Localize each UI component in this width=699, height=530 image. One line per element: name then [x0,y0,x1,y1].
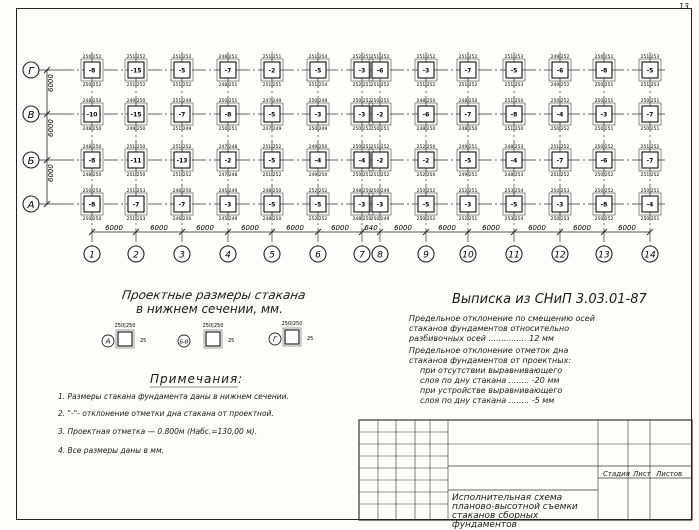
socket-top-dims: 251|252 [640,145,660,150]
socket-bottom-dims: 249|250 [308,173,328,178]
socket-bottom-dims: 251|252 [640,173,660,178]
col-axis-label: 6 [315,250,321,261]
col-axis-label: 9 [423,250,429,261]
row-axis-label: В [27,110,35,121]
extract-title: Выписка из СНиП 3.03.01-87 [452,292,647,307]
socket-top-dims: 248|250 [352,189,372,194]
section-axis-label: Б-В [179,339,189,346]
socket-top-dims: 248|251 [218,55,238,60]
socket-top-dims: 250|250 [82,189,102,194]
socket-top-dims: 245|249 [218,189,238,194]
socket-bottom-dims: 248|250 [82,127,102,132]
col-axis-label: 13 [598,250,610,261]
page-number: 13 [678,2,689,11]
socket-top-dims: 249|252 [550,55,570,60]
col-dim-label: 6000 [528,224,546,232]
col-dim-label: 6000 [150,224,168,232]
socket-bottom-dims: 251|252 [126,83,146,88]
socket-top-dims: 246|250 [172,189,192,194]
socket-top-dims: 250|253 [550,189,570,194]
socket-top-dims: 250|251 [218,99,238,104]
socket-bottom-dims: 250|253 [550,217,570,222]
socket-bottom-dims: 250|252 [416,217,436,222]
socket-top-dims: 250|251 [594,99,614,104]
socket-bottom-dims: 251|251 [262,83,282,88]
socket-deviation: -7 [646,111,654,119]
socket-top-dims: 248|253 [504,145,524,150]
socket-top-dims: 248|250 [458,99,478,104]
socket-deviation: -3 [464,201,472,209]
socket-top-dims: 253|254 [504,189,524,194]
socket-top-dims: 249|250 [126,99,146,104]
socket-top-dims: 251|252 [262,145,282,150]
col-dim-label: 6000 [196,224,214,232]
socket-top-dims: 251|253 [504,55,524,60]
col-dim-label: 6000 [105,224,123,232]
socket-top-dims: 251|252 [550,145,570,150]
socket-bottom-dims: 250|249 [370,217,390,222]
socket-deviation: -4 [556,111,564,119]
socket-bottom-dims: 250|251 [640,217,660,222]
socket-deviation: -3 [376,201,384,209]
socket-bottom-dims: 250|251 [218,127,238,132]
socket-top-dims: 251|251 [262,55,282,60]
row-axis-label: Б [27,156,35,167]
deviation-line: стаканов фундаментов от проектных: [409,356,572,365]
socket-deviation: -2 [376,111,384,119]
socket-bottom-dims: 251|253 [126,217,146,222]
deviation-line: разбивочных осей ............... 12 мм [409,334,554,343]
socket-top-dims: 250|252 [594,145,614,150]
socket-deviation: -6 [600,157,608,165]
socket-deviation: -3 [600,111,608,119]
socket-top-dims: 247|248 [218,145,238,150]
socket-deviation: -7 [646,157,654,165]
socket-top-dims: 250|249 [370,189,390,194]
socket-bottom-dims: 251|253 [640,83,660,88]
socket-deviation: -8 [224,111,232,119]
socket-top-dims: 252|250 [416,145,436,150]
socket-bottom-dims: 251|250 [126,173,146,178]
socket-deviation: -5 [510,67,518,75]
col-dim-label: 6000 [482,224,500,232]
deviation-line: стаканов фундаментов относительно [409,324,570,333]
note-item: 4. Все размеры даны в мм. [58,446,164,455]
socket-top-dims: 249|250 [308,145,328,150]
socket-deviation: -2 [268,67,276,75]
col-dim-label: 6000 [618,224,636,232]
socket-bottom-dims: 248|250 [458,127,478,132]
socket-bottom-dims: 251|254 [308,83,328,88]
section-axis-label: А [105,337,111,346]
socket-top-dims: 251|250 [126,145,146,150]
socket-bottom-dims: 251|252 [370,173,390,178]
title-line: планово-высотной съемки [452,502,578,512]
col-axis-label: 12 [554,250,566,261]
socket-bottom-dims: 246|250 [172,217,192,222]
socket-bottom-dims: 250|251 [370,127,390,132]
socket-top-dims: 251|250 [504,99,524,104]
socket-deviation: -2 [224,157,232,165]
socket-top-dims: 250|252 [550,99,570,104]
socket-deviation: -5 [268,157,276,165]
socket-top-dims: 251|253 [126,189,146,194]
socket-deviation: -3 [422,67,430,75]
socket-bottom-dims: 253|254 [504,217,524,222]
socket-deviation: -8 [510,111,518,119]
socket-bottom-dims: 250|252 [594,217,614,222]
col-axis-label: 11 [508,250,520,261]
deviation-line: при отсутствии выравнивающего [420,366,563,375]
socket-deviation: -3 [556,201,564,209]
socket-top-dims: 251|252 [172,55,192,60]
socket-deviation: -8 [600,67,608,75]
socket-bottom-dims: 249|252 [550,83,570,88]
socket-bottom-dims: 251|253 [504,83,524,88]
socket-bottom-dims: 250|251 [352,173,372,178]
socket-top-dims: 248|250 [82,99,102,104]
socket-top-dims: 249|251 [458,145,478,150]
socket-bottom-dims: 250|252 [352,127,372,132]
socket-deviation: -7 [556,157,564,165]
socket-deviation: -5 [268,201,276,209]
socket-bottom-dims: 248|250 [352,217,372,222]
socket-deviation: -7 [132,201,140,209]
socket-bottom-dims: 250|249 [308,127,328,132]
socket-bottom-dims: 251|249 [172,127,192,132]
title-line: Исполнительная схема [452,493,563,503]
socket-top-dims: 250|251 [370,99,390,104]
title-block-stage: Стадия [603,470,630,478]
socket-bottom-dims: 252|251 [458,217,478,222]
socket-deviation: -15 [130,67,142,75]
socket-bottom-dims: 248|251 [218,83,238,88]
col-dim-label: 6000 [438,224,456,232]
deviation-line: при устройстве выравнивающего [420,386,563,395]
socket-bottom-dims: 249|250 [126,127,146,132]
socket-deviation: -7 [178,111,186,119]
socket-deviation: -7 [178,201,186,209]
title-line: фундаментов [452,520,517,530]
socket-deviation: -6 [556,67,564,75]
socket-deviation: -15 [130,111,142,119]
socket-deviation: -6 [376,67,384,75]
section-side: 25 [140,338,147,344]
col-dim-label: 6000 [394,224,412,232]
socket-top-dims: 251|252 [370,145,390,150]
socket-bottom-dims: 245|249 [218,217,238,222]
socket-top-dims: 250|251 [640,99,660,104]
deviation-line: слоя по дну стакана ........ -5 мм [420,396,555,405]
socket-bottom-dims: 248|250 [416,127,436,132]
note-item: 3. Проектная отметка — 0.800м (Набс.=130,00 м). [58,427,258,436]
col-axis-label: 4 [225,250,231,261]
row-axis-label: А [27,200,35,211]
socket-bottom-dims: 247|248 [218,173,238,178]
socket-bottom-dims: 251|250 [504,127,524,132]
socket-deviation: -2 [422,157,430,165]
socket-bottom-dims: 247|249 [262,127,282,132]
socket-deviation: -5 [314,201,322,209]
col-axis-label: 7 [359,250,365,261]
deviation-line: Предельное отклонение отметок дна [409,346,569,355]
socket-deviation: -8 [600,201,608,209]
socket-bottom-dims: 250|252 [594,173,614,178]
note-item: 1. Размеры стакана фундамента даны в нижнем сечении. [58,392,289,401]
socket-deviation: -13 [176,157,188,165]
section-side: 25 [228,338,235,344]
col-axis-label: 3 [179,250,185,261]
socket-bottom-dims: 250|251 [594,127,614,132]
socket-top-dims: 250|251 [594,55,614,60]
col-dim-label: 6000 [241,224,259,232]
title-line: стаканов сборных [452,511,539,521]
socket-bottom-dims: 252|252 [308,217,328,222]
socket-deviation: -4 [314,157,322,165]
socket-bottom-dims: 250|250 [82,217,102,222]
section-title-line2: в нижнем сечении, мм. [136,302,283,316]
section-axis-label: Г [273,335,277,344]
socket-bottom-dims: 251|252 [416,83,436,88]
notes-title: Примечания: [150,372,244,386]
socket-top-dims: 251|252 [458,55,478,60]
title-block-sheets: Листов [656,470,683,478]
socket-top-dims: 251|249 [172,99,192,104]
socket-bottom-dims: 251|252 [262,173,282,178]
socket-top-dims: 251|252 [416,55,436,60]
socket-bottom-dims: 248|253 [504,173,524,178]
socket-bottom-dims: 251|252 [550,173,570,178]
section-box [206,332,220,346]
socket-top-dims: 251|252 [126,55,146,60]
socket-top-dims: 250|252 [594,189,614,194]
socket-deviation: -5 [268,111,276,119]
socket-deviation: -7 [464,111,472,119]
socket-top-dims: 251|253 [640,55,660,60]
section-dims: 250|250 [281,321,303,327]
socket-deviation: -3 [358,111,366,119]
socket-bottom-dims: 251|252 [172,173,192,178]
socket-bottom-dims: 250|251 [640,127,660,132]
col-dim-label: 6000 [573,224,591,232]
socket-deviation: -4 [510,157,518,165]
row-dim-label: 6000 [47,74,55,92]
col-dim-label: 6000 [286,224,304,232]
socket-bottom-dims: 250|252 [550,127,570,132]
socket-deviation: -10 [86,111,98,119]
col-axis-label: 2 [133,250,139,261]
col-axis-label: 10 [462,250,474,261]
socket-deviation: -5 [178,67,186,75]
socket-deviation: -5 [464,157,472,165]
section-box [285,330,299,344]
section-dims: 250|250 [114,323,136,329]
col-axis-label: 8 [377,250,383,261]
socket-deviation: -4 [646,201,654,209]
socket-top-dims: 251|254 [308,55,328,60]
col-dim-label: 6000 [331,224,349,232]
socket-top-dims: 248|250 [262,189,282,194]
col-axis-label: 14 [644,250,656,261]
socket-bottom-dims: 248|250 [262,217,282,222]
col-axis-label: 5 [269,250,275,261]
socket-top-dims: 248|250 [82,145,102,150]
socket-top-dims: 251|252 [172,145,192,150]
socket-deviation: -8 [88,157,96,165]
col-axis-label: 1 [89,250,95,261]
socket-top-dims: 250|251 [640,189,660,194]
socket-deviation: -5 [646,67,654,75]
socket-bottom-dims: 251|252 [172,83,192,88]
socket-deviation: -7 [224,67,232,75]
socket-deviation: -6 [422,111,430,119]
section-box [118,332,132,346]
socket-top-dims: 250|252 [352,99,372,104]
socket-deviation: -5 [422,201,430,209]
socket-bottom-dims: 252|250 [416,173,436,178]
title-block-sheet: Лист [633,470,651,478]
socket-deviation: -3 [224,201,232,209]
socket-top-dims: 248|250 [416,99,436,104]
socket-deviation: -3 [358,67,366,75]
socket-top-dims: 250|249 [308,99,328,104]
socket-deviation: -11 [130,157,142,165]
socket-bottom-dims: 248|250 [82,173,102,178]
socket-deviation: -8 [88,67,96,75]
socket-top-dims: 250|252 [416,189,436,194]
socket-top-dims: 252|251 [458,189,478,194]
row-dim-label: 6000 [47,164,55,182]
deviation-line: слоя по дну стакана ........ -20 мм [420,376,560,385]
socket-deviation: -5 [510,201,518,209]
note-item: 2. "-"- отклонение отметки дна стакана от проектной. [58,409,274,418]
socket-top-dims: 250|252 [82,55,102,60]
section-title-line1: Проектные размеры стакана [121,288,307,302]
socket-top-dims: 251|252 [370,55,390,60]
socket-bottom-dims: 252|251 [352,83,372,88]
socket-deviation: -2 [376,157,384,165]
socket-bottom-dims: 250|251 [594,83,614,88]
socket-deviation: -5 [314,67,322,75]
socket-deviation: -4 [358,157,366,165]
socket-deviation: -8 [88,201,96,209]
row-dim-label: 6000 [47,119,55,137]
section-dims: 250|250 [202,323,224,329]
socket-top-dims: 247|249 [262,99,282,104]
col-dim-label: 640 [364,224,378,232]
socket-bottom-dims: 251|252 [458,83,478,88]
deviation-line: Предельное отклонение по смещению осей [409,314,595,323]
socket-top-dims: 250|251 [352,145,372,150]
socket-bottom-dims: 249|251 [458,173,478,178]
socket-top-dims: 252|252 [308,189,328,194]
row-axis-label: Г [28,66,34,77]
socket-deviation: -3 [314,111,322,119]
socket-deviation: -3 [358,201,366,209]
socket-deviation: -7 [464,67,472,75]
socket-bottom-dims: 251|252 [370,83,390,88]
title-block-title [452,494,578,530]
socket-top-dims: 252|251 [352,55,372,60]
section-side: 25 [307,336,314,342]
socket-bottom-dims: 250|252 [82,83,102,88]
